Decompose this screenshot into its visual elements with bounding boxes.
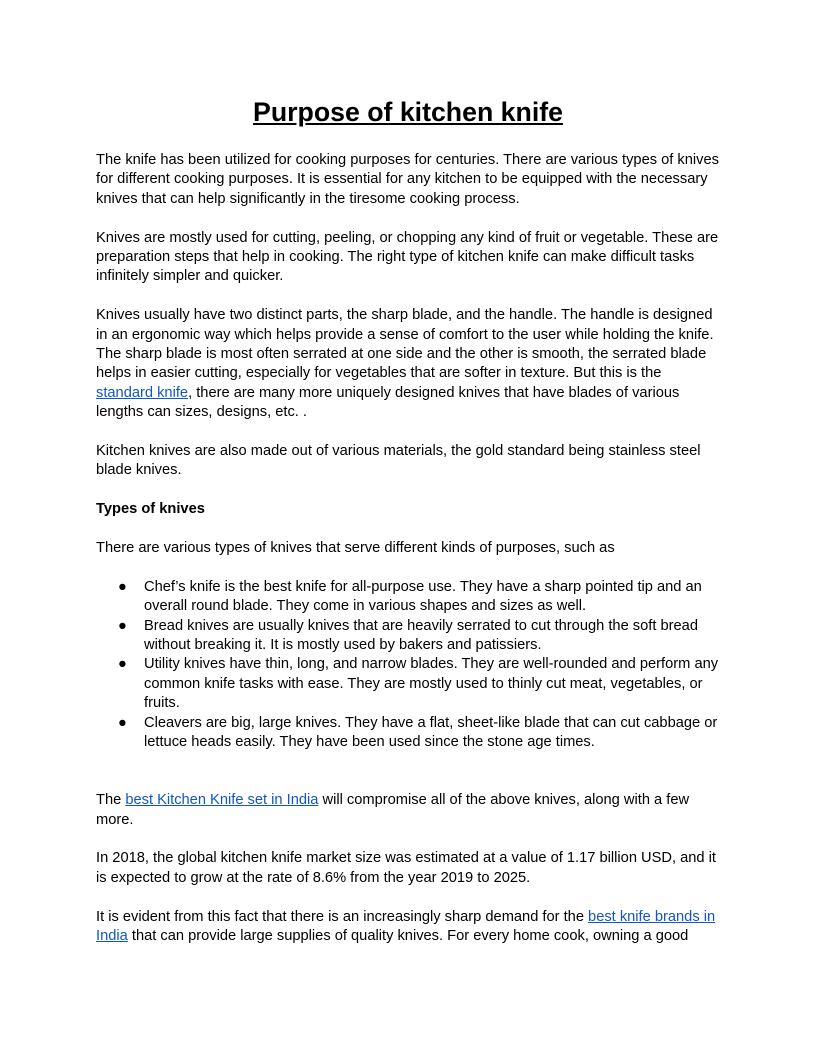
bullet-icon: ● xyxy=(118,656,127,673)
bullet-icon: ● xyxy=(118,714,127,731)
standard-knife-link[interactable]: standard knife xyxy=(96,384,189,401)
list-item-text: Utility knives have thin, long, and narrow blades. They are well-rounded and perform any common knife tasks with ease. They are mostly used to thinly cut meat, vegetables, or fruits. xyxy=(144,656,719,712)
types-heading: Types of knives xyxy=(96,501,205,518)
paragraph-demand xyxy=(96,908,720,947)
list-item-text: Chef’s knife is the best knife for all-purpose use. They have a sharp pointed tip and an overall round blade. They come in various shapes and sizes as well. xyxy=(144,578,702,615)
paragraph-demand-text: It is evident from this fact that there is an increasingly sharp demand for the xyxy=(96,908,589,925)
best-kitchen-knife-set-link[interactable]: best Kitchen Knife set in India xyxy=(125,792,319,809)
paragraph-knife-set-text-end: will compromise all of the above knives, along with a few more. xyxy=(96,792,690,828)
list-item-text: Bread knives are usually knives that are heavily serrated to cut through the soft bread without breaking it. It is mostly used by bakers and patissiers. xyxy=(144,617,698,654)
paragraph-parts-text-end: , there are many more uniquely designed knives that have blades of various lengths can sizes, designs, etc. . xyxy=(96,384,680,421)
list-item xyxy=(96,655,720,713)
bullet-icon: ● xyxy=(118,617,127,634)
paragraph-uses: Knives are mostly used for cutting, peeling, or chopping any kind of fruit or vegetable. These are preparation steps that help in cooking. The right type of kitchen knife can make difficult tasks infinitely simpler and quicker. xyxy=(96,229,719,285)
paragraph-knife-set-text: The xyxy=(96,792,126,809)
paragraph-parts-text: Knives usually have two distinct parts, the sharp blade, and the handle. The handle is designed in an ergonomic way which helps provide a sense of comfort to the user while holding the knife. The sharp blade is most often serrated at one side and the other is smooth, the serrated blade helps in easier cutting, especially for vegetables that are softer in texture. But this is the xyxy=(96,307,714,382)
paragraph-market: In 2018, the global kitchen knife market size was estimated at a value of 1.17 billion USD, and it is expected to grow at the rate of 8.6% from the year 2019 to 2025. xyxy=(96,850,716,886)
paragraph-parts xyxy=(96,306,720,422)
paragraph-intro: The knife has been utilized for cooking purposes for centuries. There are various types of knives for different cooking purposes. It is essential for any kitchen to be equipped with the necessary knives that can help significantly in the tiresome cooking process. xyxy=(96,152,719,207)
paragraph-knife-set xyxy=(96,791,720,830)
best-knife-brands-link[interactable]: best knife brands in India xyxy=(96,908,716,945)
document-title: Purpose of kitchen knife xyxy=(253,97,563,127)
paragraph-materials: Kitchen knives are also made out of various materials, the gold standard being stainless steel blade knives. xyxy=(96,443,701,479)
document-page xyxy=(96,96,720,966)
blank-line xyxy=(96,772,720,791)
list-item-text: Cleavers are big, large knives. They have a flat, sheet-like blade that can cut cabbage or lettuce heads easily. They have been used since the stone age times. xyxy=(144,714,718,751)
list-item xyxy=(96,578,720,617)
paragraph-demand-text-end: that can provide large supplies of quality knives. For every home cook, owning a good xyxy=(127,928,689,945)
bullet-icon: ● xyxy=(118,578,127,595)
types-intro: There are various types of knives that serve different kinds of purposes, such as xyxy=(96,540,615,557)
list-item xyxy=(96,714,720,753)
knife-types-list xyxy=(96,578,720,753)
list-item xyxy=(96,617,720,656)
